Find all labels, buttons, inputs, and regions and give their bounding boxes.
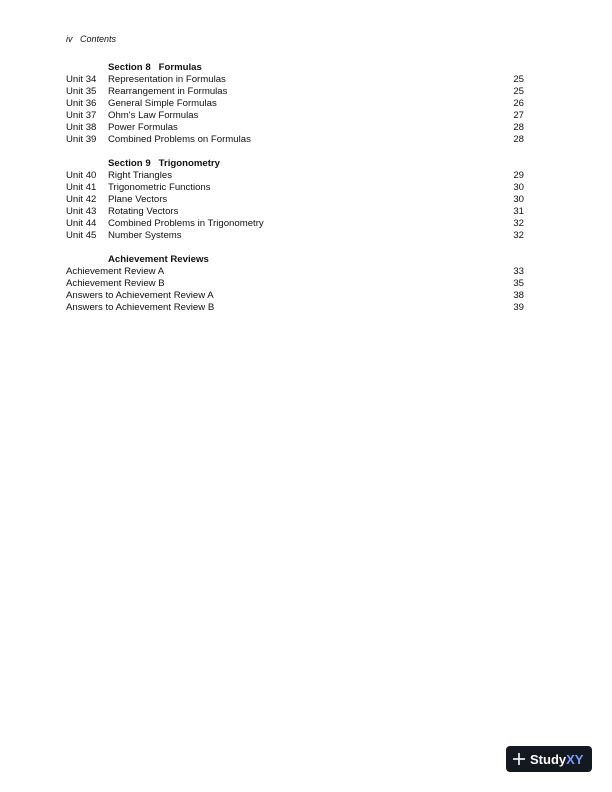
section-label: Section 9 [108,158,151,169]
toc-entry[interactable] [66,278,524,290]
plus-icon [512,752,526,766]
unit-title: Trigonometric Functions [108,182,211,193]
unit-title: General Simple Formulas [108,98,217,109]
page-number: 28 [513,122,524,133]
page-number: 32 [513,218,524,229]
page-number: 31 [513,206,524,217]
unit-title: Ohm's Law Formulas [108,110,199,121]
section-heading [66,158,524,170]
page-number: 28 [513,134,524,145]
section-heading [66,254,524,266]
logo-accent-text: XY [566,751,584,767]
section-heading [66,62,524,74]
page-number: 25 [513,74,524,85]
review-title: Achievement Review B [66,278,165,289]
section-spacer [66,242,524,254]
page-number: 35 [513,278,524,289]
unit-title: Combined Problems in Trigonometry [108,218,264,229]
page-number: 39 [513,302,524,313]
review-title: Achievement Review A [66,266,165,277]
unit-number: Unit 42 [66,194,97,205]
toc-entry[interactable] [66,290,524,302]
unit-title: Number Systems [108,230,182,241]
toc-entry[interactable] [66,230,524,242]
toc-entry[interactable] [66,98,524,110]
review-title: Answers to Achievement Review A [66,290,214,301]
page-number: 38 [513,290,524,301]
unit-number: Unit 36 [66,98,97,109]
toc-entry[interactable] [66,74,524,86]
unit-number: Unit 44 [66,218,97,229]
studyxy-logo [506,746,592,772]
page-number: 32 [513,230,524,241]
section-spacer [66,146,524,158]
toc-entry[interactable] [66,218,524,230]
toc-entry[interactable] [66,194,524,206]
page-number: 30 [513,194,524,205]
unit-number: Unit 41 [66,182,97,193]
toc-entry[interactable] [66,134,524,146]
toc-entry[interactable] [66,170,524,182]
page-number: 30 [513,182,524,193]
unit-number: Unit 34 [66,74,97,85]
section-label: Section 8 [108,62,151,73]
unit-title: Rotating Vectors [108,206,179,217]
page-label: iv [66,34,73,44]
unit-number: Unit 40 [66,170,97,181]
unit-title: Representation in Formulas [108,74,226,85]
unit-number: Unit 39 [66,134,97,145]
unit-title: Right Triangles [108,170,172,181]
unit-number: Unit 37 [66,110,97,121]
section-title: Trigonometry [158,158,220,169]
toc-entry[interactable] [66,206,524,218]
page-number: 27 [513,110,524,121]
unit-title: Combined Problems on Formulas [108,134,251,145]
unit-title: Power Formulas [108,122,178,133]
page-number: 29 [513,170,524,181]
logo-brand-text: Study [530,751,567,767]
unit-number: Unit 38 [66,122,97,133]
running-title: Contents [80,34,117,44]
unit-number: Unit 45 [66,230,97,241]
page-number: 33 [513,266,524,277]
unit-title: Rearrangement in Formulas [108,86,228,97]
page-number: 26 [513,98,524,109]
section-title: Formulas [158,62,202,73]
review-title: Answers to Achievement Review B [66,302,215,313]
toc-entry[interactable] [66,110,524,122]
unit-title: Plane Vectors [108,194,168,205]
toc-entry[interactable] [66,302,524,314]
toc-entry[interactable] [66,122,524,134]
unit-number: Unit 43 [66,206,97,217]
toc-entry[interactable] [66,86,524,98]
toc-entry[interactable] [66,182,524,194]
running-head [66,34,116,44]
page-number: 25 [513,86,524,97]
section-title: Achievement Reviews [108,254,209,265]
table-of-contents [66,62,524,314]
unit-number: Unit 35 [66,86,97,97]
toc-entry[interactable] [66,266,524,278]
